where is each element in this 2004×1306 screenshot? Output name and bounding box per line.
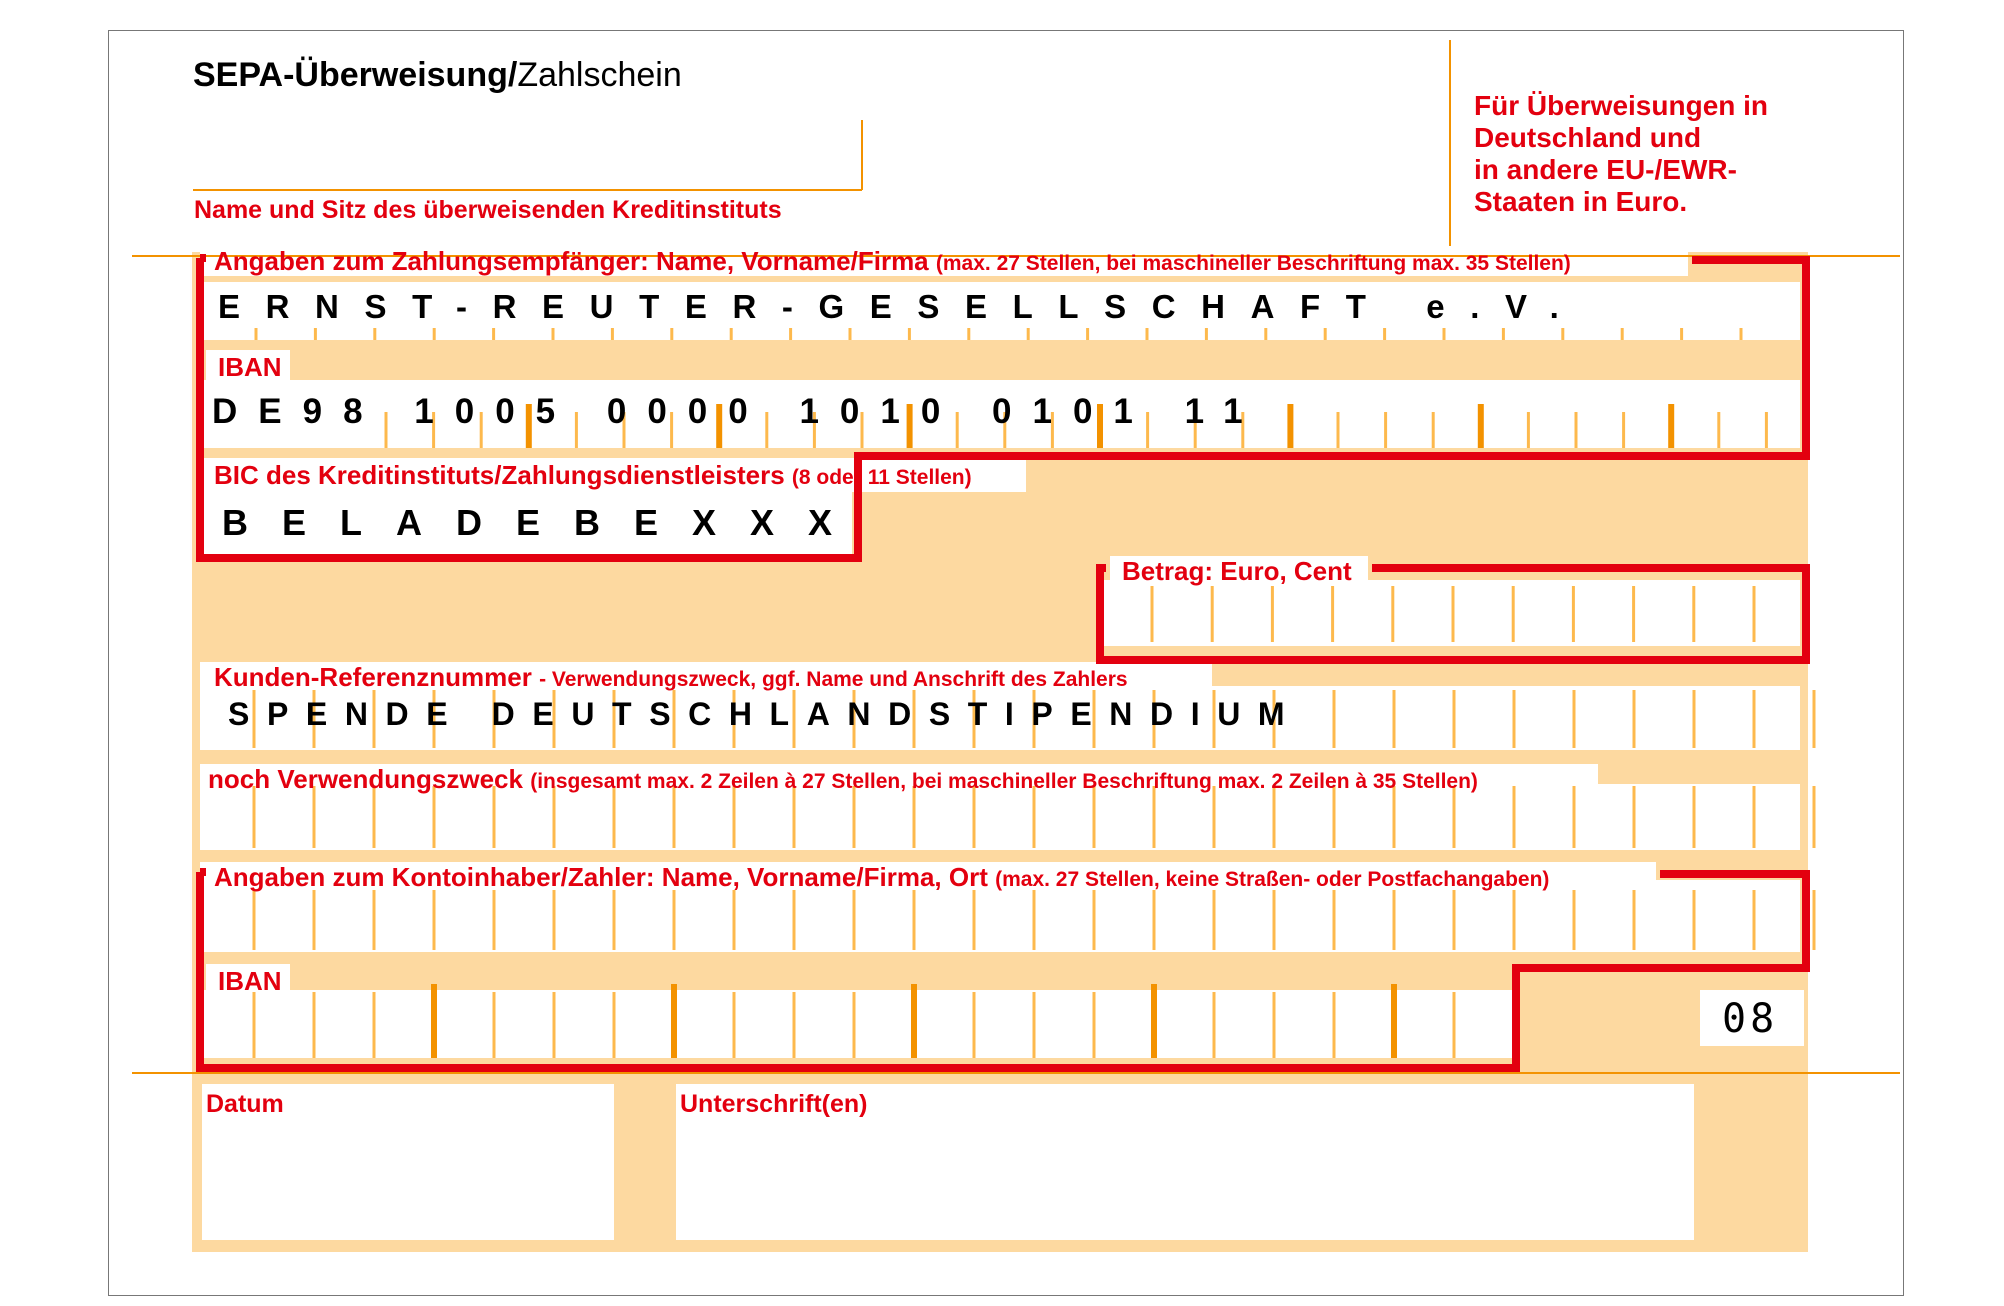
bic-label: BIC des Kreditinstituts/Zahlungsdienstleisters (8 oder 11 Stellen) xyxy=(214,460,972,490)
date-label: Datum xyxy=(206,1090,284,1118)
payer-iban-label: IBAN xyxy=(218,966,282,996)
recipient-label: Angaben zum Zahlungsempfänger: Name, Vorname/Firma (max. 27 Stellen, bei maschineller Beschriftung max. 35 Stellen) xyxy=(214,246,1571,276)
reference-field[interactable]: SPENDE DEUTSCHLANDSTIPENDIUM xyxy=(228,696,1303,732)
date-field[interactable] xyxy=(206,1120,606,1230)
recipient-iban-label: IBAN xyxy=(218,352,282,382)
recipient-name-field[interactable]: ERNST-REUTER-GESELLSCHAFT e.V. xyxy=(218,288,1585,325)
bank-name-label: Name und Sitz des überweisenden Kreditinstituts xyxy=(194,196,782,224)
reference-label: Kunden-Referenznummer - Verwendungszweck, ggf. Name und Anschrift des Zahlers xyxy=(214,662,1128,692)
amount-label: Betrag: Euro, Cent xyxy=(1122,556,1352,586)
signature-field[interactable] xyxy=(680,1120,1680,1230)
signature-label: Unterschrift(en) xyxy=(680,1090,868,1118)
payer-label: Angaben zum Kontoinhaber/Zahler: Name, Vorname/Firma, Ort (max. 27 Stellen, keine Straßen- oder Postfachangaben) xyxy=(214,862,1550,892)
purpose2-label: noch Verwendungszweck (insgesamt max. 2 Zeilen à 27 Stellen, bei maschineller Beschriftung max. 2 Zeilen à 35 Stellen) xyxy=(208,764,1478,794)
form-code: 08 xyxy=(1722,996,1779,1042)
form-title: SEPA-Überweisung/Zahlschein xyxy=(193,56,682,94)
notice-text: Für Überweisungen in Deutschland und in andere EU-/EWR- Staaten in Euro. xyxy=(1474,90,1769,217)
recipient-iban-field[interactable]: DE98 1005 0000 1010 0101 11 xyxy=(212,392,1264,431)
bic-field[interactable]: BELADEBEXXX xyxy=(222,502,867,543)
